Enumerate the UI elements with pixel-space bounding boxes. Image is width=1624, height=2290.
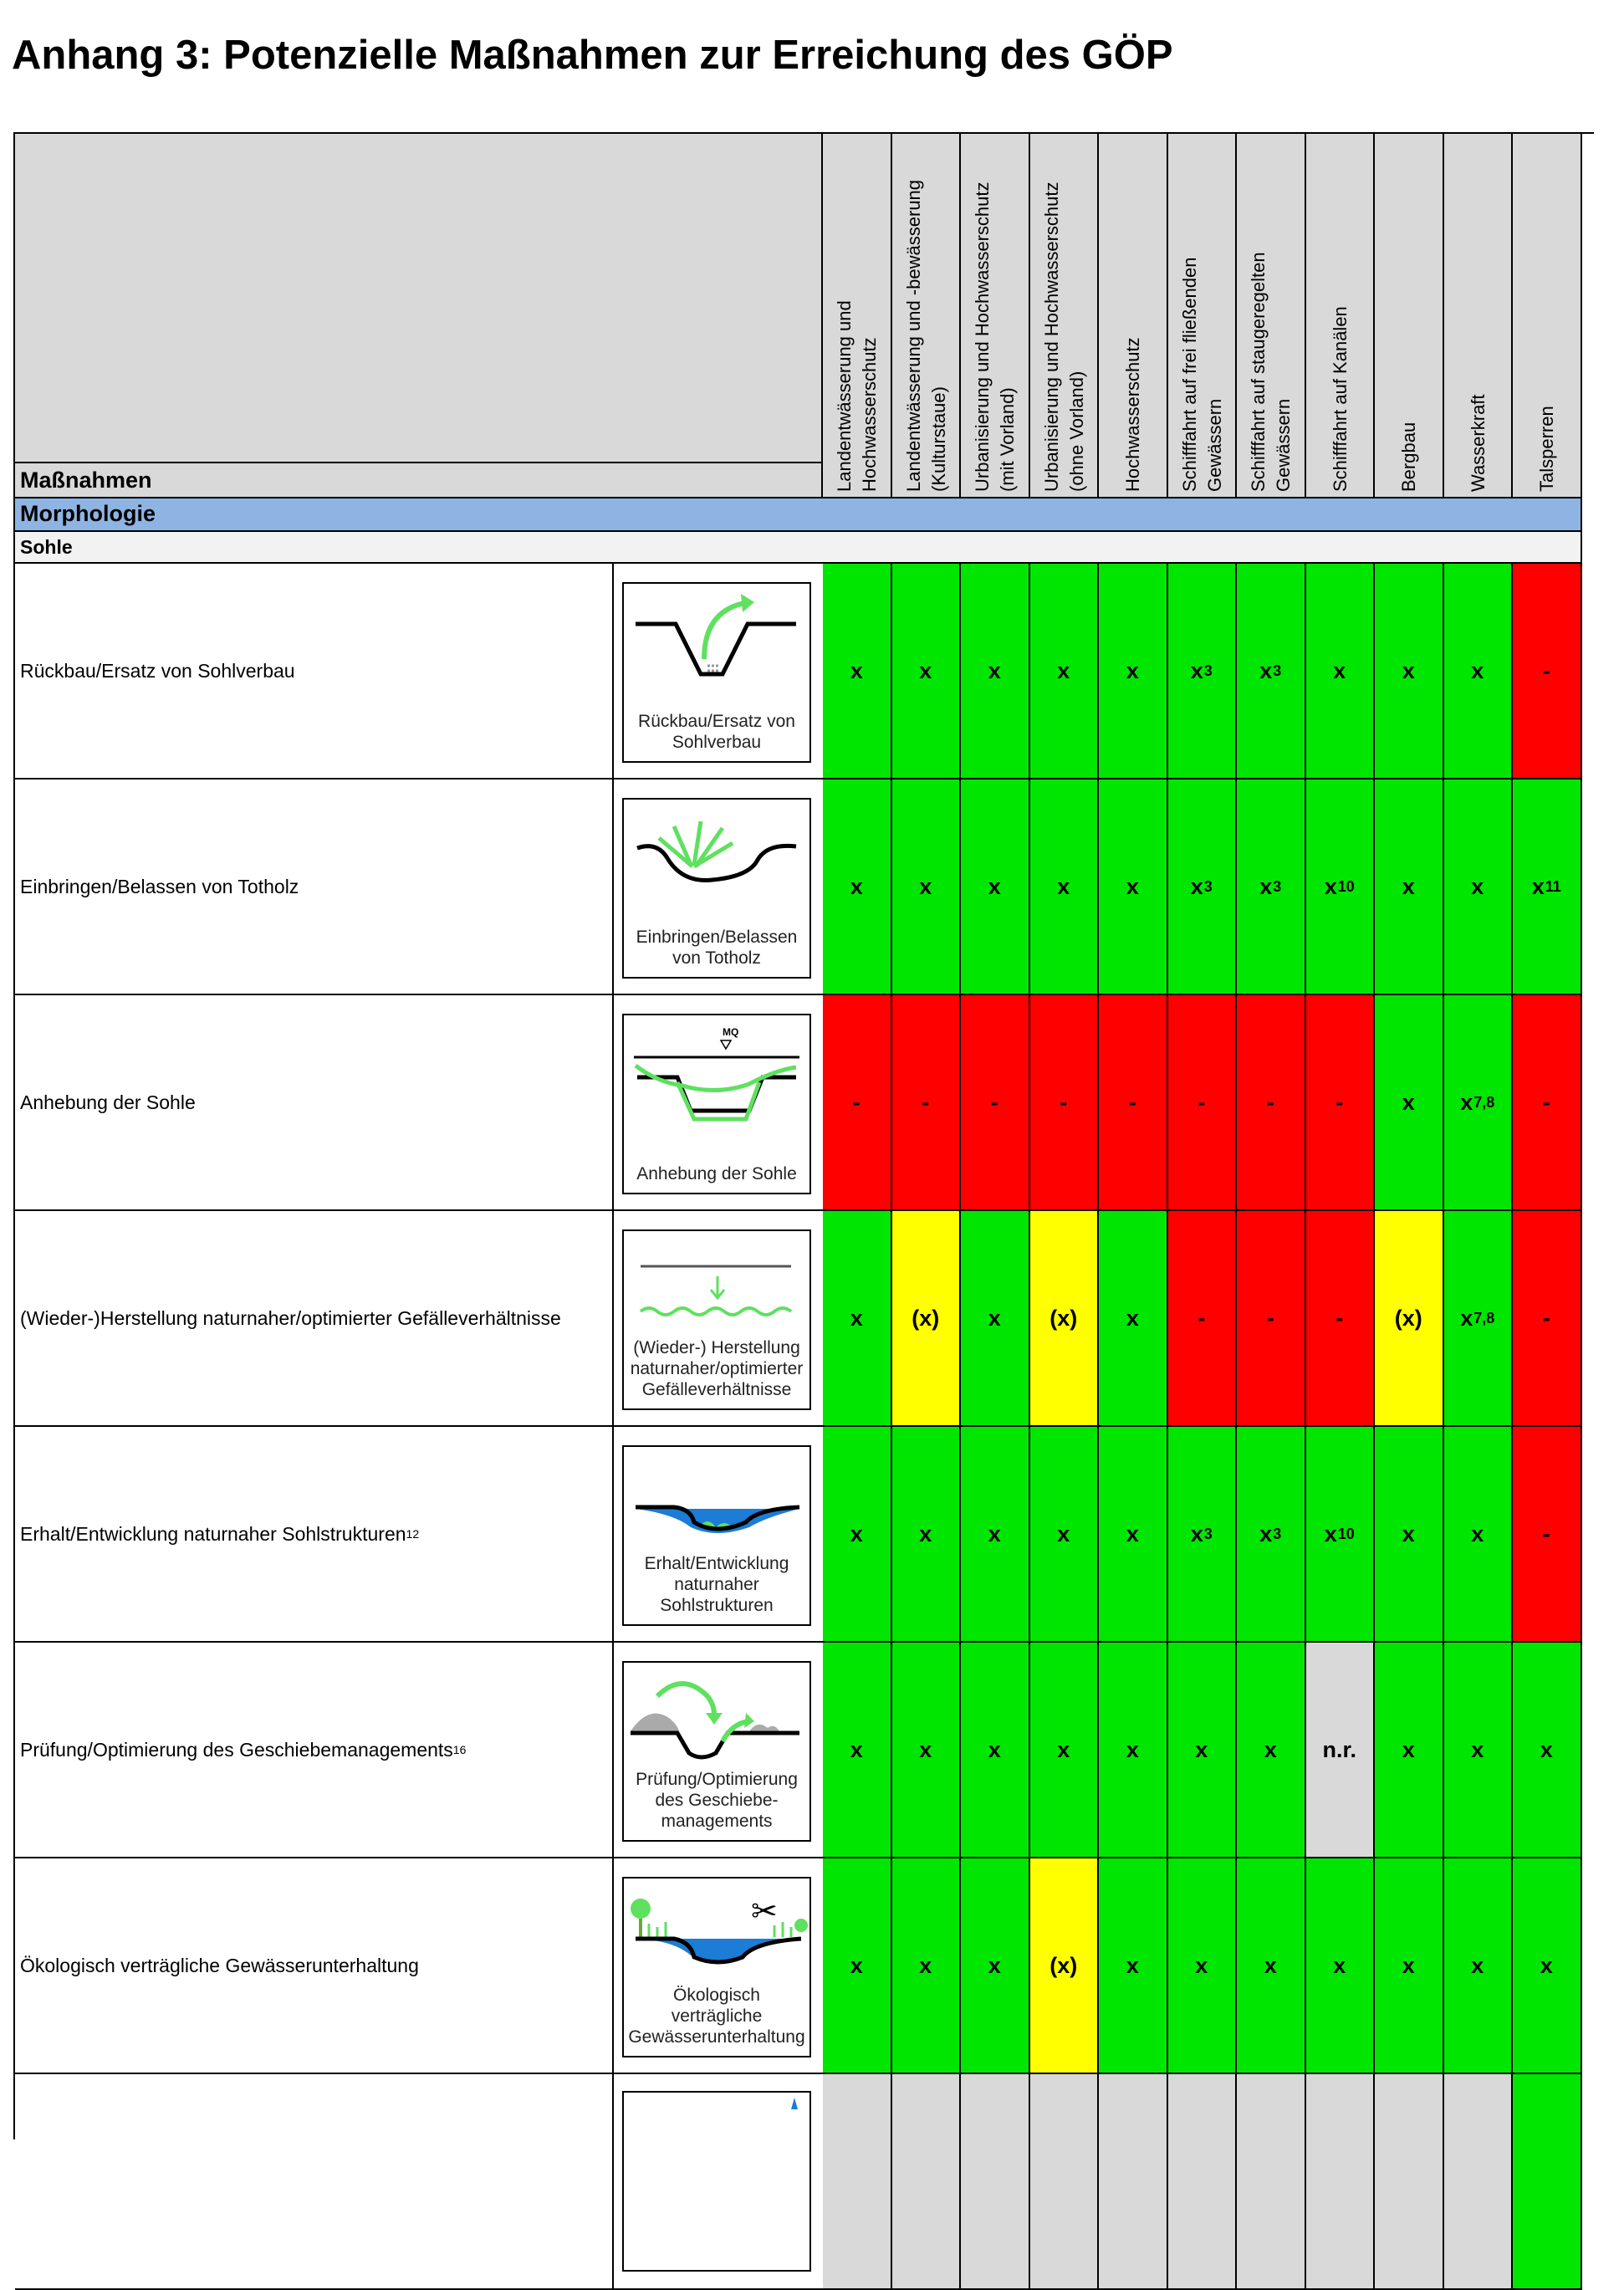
measure-illustration-cell — [612, 1211, 823, 1427]
applicability-cell — [1030, 995, 1100, 1211]
measure-label-text: Rückbau/Ersatz von Sohlverbau — [20, 659, 295, 682]
applicability-cell — [1444, 2074, 1514, 2290]
applicability-value: x — [919, 1952, 932, 1978]
illustration-caption: Erhalt/Entwicklung naturnaher Sohlstrukturen — [644, 1554, 789, 1615]
applicability-cell — [823, 1211, 892, 1427]
column-header-label — [1246, 252, 1296, 492]
footnote-marker: 11 — [1545, 877, 1561, 895]
applicability-cell — [1375, 1211, 1444, 1427]
applicability-value: x — [1264, 1736, 1277, 1762]
measures-header-cell — [15, 134, 823, 498]
applicability-cell — [1099, 1211, 1168, 1427]
applicability-cell — [823, 564, 892, 780]
footnote-marker: 3 — [1203, 1525, 1213, 1542]
column-header-label — [832, 300, 882, 492]
applicability-cell — [1444, 995, 1514, 1211]
applicability-cell — [1444, 1858, 1514, 2074]
illustration-caption: (Wieder-) Herstellung naturnaher/optimierter Gefälleverhältnisse — [630, 1338, 804, 1399]
column-header — [1099, 134, 1168, 498]
illustration-caption: Rückbau/Ersatz von Sohlverbau — [638, 712, 795, 752]
applicability-value: - — [1266, 1305, 1274, 1331]
svg-text:✂: ✂ — [751, 1893, 778, 1930]
footnote-marker: 3 — [1273, 1525, 1282, 1542]
applicability-value: x — [1471, 873, 1484, 899]
applicability-value: - — [1542, 1521, 1550, 1546]
applicability-value: x — [1126, 873, 1139, 899]
column-header-label — [1397, 422, 1422, 492]
column-header-line: Gewässern — [1273, 398, 1295, 492]
applicability-cell — [1513, 1211, 1582, 1427]
applicability-value: x — [850, 1521, 863, 1546]
applicability-value: x — [1259, 1521, 1273, 1546]
applicability-cell — [1444, 1211, 1514, 1427]
applicability-value: - — [1060, 1089, 1068, 1115]
applicability-value: x — [1471, 1952, 1484, 1978]
column-header-line: (mit Vorland) — [997, 387, 1019, 492]
column-header — [1237, 134, 1306, 498]
applicability-value: - — [1335, 1089, 1344, 1115]
measure-label — [15, 1858, 612, 2074]
applicability-value: x — [1402, 873, 1415, 899]
applicability-value: x — [1195, 1952, 1208, 1978]
applicability-value: x — [1471, 657, 1484, 683]
measure-illustration-cell — [612, 1858, 823, 2074]
applicability-cell — [1306, 995, 1376, 1211]
applicability-value: - — [1128, 1089, 1136, 1115]
applicability-value: x — [850, 873, 863, 899]
applicability-cell — [1168, 1858, 1238, 2074]
applicability-value: x — [988, 873, 1001, 899]
applicability-cell — [1375, 1643, 1444, 1858]
applicability-cell — [1168, 2074, 1238, 2290]
footnote-marker: 12 — [406, 1527, 420, 1541]
measure-illustration — [622, 1661, 811, 1842]
applicability-cell — [1375, 564, 1444, 780]
footnote-marker: 7,8 — [1473, 1309, 1495, 1326]
applicability-value: x — [1471, 1736, 1484, 1762]
applicability-value: - — [922, 1089, 930, 1115]
applicability-value: x — [1259, 873, 1273, 899]
measure-label — [15, 1211, 612, 1427]
applicability-cell — [961, 1643, 1030, 1858]
applicability-value: x — [850, 1736, 863, 1762]
measure-label-text: Ökologisch verträgliche Gewässerunterhaltung — [20, 1954, 419, 1976]
column-header-line: (Kulturstaue) — [927, 386, 949, 492]
column-header-line: (ohne Vorland) — [1065, 371, 1087, 492]
applicability-cell — [1030, 1427, 1100, 1643]
footnote-marker: 10 — [1337, 1525, 1355, 1542]
measure-illustration-cell — [612, 564, 823, 780]
applicability-cell — [1237, 564, 1306, 780]
applicability-cell — [1030, 1643, 1100, 1858]
applicability-cell — [1168, 780, 1238, 995]
measure-illustration-cell — [612, 995, 823, 1211]
applicability-value: x — [1264, 1952, 1277, 1978]
page-title: Anhang 3: Potenzielle Maßnahmen zur Erreichung des GÖP — [12, 33, 1173, 78]
applicability-cell — [1306, 1211, 1376, 1427]
applicability-cell — [823, 1643, 892, 1858]
applicability-cell — [892, 1211, 962, 1427]
column-header-line: Landentwässerung und -bewässerung — [902, 179, 924, 492]
applicability-cell — [1099, 2074, 1168, 2290]
measure-label-text: (Wieder-)Herstellung naturnaher/optimierter Gefälleverhältnisse — [20, 1306, 561, 1329]
applicability-value: x — [988, 657, 1001, 683]
measure-illustration-cell — [612, 780, 823, 995]
column-header-label — [901, 180, 952, 492]
column-header-line: Schifffahrt auf frei fließenden — [1178, 257, 1200, 492]
applicability-value: x — [1540, 1952, 1553, 1978]
section-bar-morphologie: Morphologie — [15, 498, 1582, 532]
applicability-value: x — [1259, 657, 1273, 683]
applicability-value: x — [1324, 1521, 1337, 1546]
column-header-label — [1328, 306, 1353, 492]
applicability-value: x — [1190, 1521, 1203, 1546]
applicability-cell — [1237, 1427, 1306, 1643]
applicability-value: - — [1198, 1089, 1206, 1115]
applicability-cell — [1444, 780, 1514, 995]
applicability-value: x — [1540, 1736, 1553, 1762]
measure-label — [15, 780, 612, 995]
column-header — [1030, 134, 1100, 498]
column-header-label — [970, 181, 1020, 492]
applicability-cell — [1444, 1643, 1514, 1858]
applicability-cell — [1306, 1858, 1376, 2074]
measure-illustration — [622, 582, 811, 763]
applicability-cell — [1375, 780, 1444, 995]
applicability-value: - — [1542, 1305, 1550, 1331]
applicability-value: x — [1402, 1736, 1415, 1762]
footnote-marker: 16 — [452, 1743, 467, 1756]
applicability-value: (x) — [1049, 1952, 1078, 1978]
applicability-value: (x) — [1394, 1305, 1422, 1331]
applicability-cell — [892, 564, 962, 780]
applicability-value: x — [1195, 1736, 1208, 1762]
footnote-marker: 10 — [1337, 877, 1355, 895]
applicability-value: x — [988, 1305, 1001, 1331]
applicability-value: x — [988, 1736, 1001, 1762]
applicability-value: - — [1266, 1089, 1274, 1115]
column-header — [1168, 134, 1238, 498]
applicability-value: x — [850, 1952, 863, 1978]
applicability-value: x — [1126, 1736, 1139, 1762]
column-header-line: Urbanisierung und Hochwasserschutz — [972, 181, 993, 492]
measures-header-label: Maßnahmen — [20, 468, 152, 493]
applicability-cell — [892, 1643, 962, 1858]
applicability-value: x — [1402, 657, 1415, 683]
column-header — [1306, 134, 1376, 498]
applicability-cell — [1237, 1858, 1306, 2074]
applicability-value: x — [1402, 1952, 1415, 1978]
column-header-label — [1039, 181, 1090, 492]
applicability-cell — [1444, 564, 1514, 780]
applicability-cell — [1513, 1858, 1582, 2074]
column-header — [1375, 134, 1444, 498]
illustration-caption: Anhebung der Sohle — [636, 1164, 797, 1183]
column-header — [961, 134, 1030, 498]
footnote-marker: 7,8 — [1473, 1093, 1495, 1111]
illustration-caption: Prüfung/Optimierung des Geschiebe-managements — [636, 1770, 798, 1831]
footnote-marker: 3 — [1273, 662, 1282, 679]
applicability-cell — [1168, 1643, 1238, 1858]
applicability-cell — [1030, 1211, 1100, 1427]
applicability-cell — [1513, 1427, 1582, 1643]
applicability-cell — [961, 2074, 1030, 2290]
applicability-cell — [1168, 995, 1238, 1211]
svg-text:MQ: MQ — [723, 1026, 739, 1038]
measure-label-text: Einbringen/Belassen von Totholz — [20, 875, 299, 897]
measure-label-text: Erhalt/Entwicklung naturnaher Sohlstrukturen — [20, 1522, 406, 1545]
applicability-value: x — [1057, 657, 1070, 683]
column-header-line: Bergbau — [1398, 422, 1420, 492]
applicability-cell — [823, 1858, 892, 2074]
applicability-value: x — [1126, 1521, 1139, 1546]
applicability-value: - — [990, 1089, 998, 1115]
applicability-value: x — [1333, 657, 1346, 683]
measure-label-text: Prüfung/Optimierung des Geschiebemanagements — [20, 1738, 453, 1761]
applicability-value: x — [1460, 1089, 1473, 1115]
applicability-cell — [1513, 564, 1582, 780]
measure-illustration — [622, 1229, 811, 1410]
column-header — [1513, 134, 1582, 498]
applicability-cell — [823, 995, 892, 1211]
column-header — [892, 134, 962, 498]
illustration-caption: Ökologisch verträgliche Gewässerunterhaltung — [628, 1986, 805, 2047]
applicability-cell — [1237, 995, 1306, 1211]
applicability-value: - — [1542, 657, 1550, 683]
applicability-cell — [1375, 995, 1444, 1211]
measure-illustration-cell — [612, 1643, 823, 1858]
measure-illustration — [622, 1445, 811, 1626]
applicability-cell — [1030, 780, 1100, 995]
applicability-cell — [1168, 564, 1238, 780]
measure-illustration — [622, 2091, 811, 2272]
applicability-value: x — [988, 1521, 1001, 1546]
footnote-marker: 3 — [1203, 662, 1213, 679]
applicability-cell — [892, 995, 962, 1211]
applicability-cell — [1099, 1427, 1168, 1643]
column-header-line: Landentwässerung und — [834, 300, 855, 492]
applicability-cell — [1306, 2074, 1376, 2290]
applicability-cell — [1513, 995, 1582, 1211]
column-header-label — [1466, 394, 1491, 492]
applicability-value: - — [852, 1089, 861, 1115]
applicability-cell — [1030, 1858, 1100, 2074]
applicability-cell — [961, 780, 1030, 995]
applicability-value: x — [1402, 1521, 1415, 1546]
measures-header-top — [15, 134, 821, 463]
applicability-cell — [1237, 2074, 1306, 2290]
applicability-value: x — [1057, 1521, 1070, 1546]
applicability-value: x — [1126, 1305, 1139, 1331]
applicability-value: x — [919, 873, 932, 899]
applicability-cell — [892, 1858, 962, 2074]
measure-label — [15, 1427, 612, 1643]
applicability-cell — [1513, 780, 1582, 995]
measures-table — [13, 132, 1594, 2139]
column-header-line: Wasserkraft — [1467, 394, 1489, 492]
column-header-label — [1177, 258, 1228, 492]
applicability-value: (x) — [912, 1305, 940, 1331]
applicability-value: x — [1402, 1089, 1415, 1115]
applicability-cell — [961, 995, 1030, 1211]
applicability-value: x — [919, 1736, 932, 1762]
column-header — [823, 134, 892, 498]
applicability-cell — [1513, 1643, 1582, 1858]
applicability-value: x — [850, 657, 863, 683]
applicability-cell — [1306, 564, 1376, 780]
applicability-cell — [1375, 1427, 1444, 1643]
measure-illustration — [622, 798, 811, 979]
measure-illustration-cell — [612, 2074, 823, 2290]
applicability-value: - — [1198, 1305, 1206, 1331]
applicability-value: x — [919, 1521, 932, 1546]
applicability-cell — [1168, 1427, 1238, 1643]
applicability-cell — [892, 1427, 962, 1643]
applicability-value: (x) — [1049, 1305, 1078, 1331]
applicability-cell — [961, 1858, 1030, 2074]
applicability-value: x — [1333, 1952, 1346, 1978]
applicability-value: x — [1190, 873, 1203, 899]
applicability-cell — [961, 1211, 1030, 1427]
applicability-cell — [1099, 564, 1168, 780]
applicability-cell — [823, 2074, 892, 2290]
measure-illustration-cell — [612, 1427, 823, 1643]
column-header-label — [1535, 406, 1560, 492]
measure-label — [15, 1643, 612, 1858]
applicability-cell — [1306, 780, 1376, 995]
measure-illustration — [622, 1877, 811, 2057]
applicability-value: x — [988, 1952, 1001, 1978]
applicability-cell — [1237, 1211, 1306, 1427]
column-header-line: Urbanisierung und Hochwasserschutz — [1040, 181, 1062, 492]
applicability-value: x — [850, 1305, 863, 1331]
applicability-value: - — [1542, 1089, 1550, 1115]
column-header-line: Hochwasserschutz — [859, 337, 881, 492]
applicability-value: x — [1190, 657, 1203, 683]
measure-label — [15, 995, 612, 1211]
applicability-cell — [961, 1427, 1030, 1643]
column-header — [1444, 134, 1514, 498]
footnote-marker: 3 — [1203, 877, 1213, 895]
applicability-cell — [1099, 1858, 1168, 2074]
applicability-cell — [961, 564, 1030, 780]
applicability-cell — [1375, 2074, 1444, 2290]
applicability-cell — [892, 2074, 962, 2290]
applicability-cell — [1099, 995, 1168, 1211]
footnote-marker: 3 — [1273, 877, 1282, 895]
applicability-value: x — [1531, 873, 1545, 899]
applicability-cell — [1375, 1858, 1444, 2074]
illustration-caption: Einbringen/Belassen von Totholz — [636, 928, 798, 968]
measure-label-text: Anhebung der Sohle — [20, 1091, 196, 1113]
applicability-value: x — [1126, 1952, 1139, 1978]
column-header-label — [1121, 337, 1146, 492]
applicability-cell — [823, 780, 892, 995]
column-header-line: Gewässern — [1203, 398, 1225, 492]
subsection-bar-sohle: Sohle — [15, 532, 1582, 564]
applicability-cell — [892, 780, 962, 995]
applicability-cell — [1168, 1211, 1238, 1427]
column-header-line: Talsperren — [1536, 406, 1558, 492]
applicability-value: x — [919, 657, 932, 683]
applicability-cell — [1099, 780, 1168, 995]
applicability-cell — [1306, 1427, 1376, 1643]
applicability-value: x — [1324, 873, 1337, 899]
measure-illustration — [622, 1014, 811, 1194]
measure-label — [15, 2074, 612, 2290]
applicability-value: x — [1057, 873, 1070, 899]
applicability-value: x — [1471, 1521, 1484, 1546]
applicability-value: - — [1335, 1305, 1344, 1331]
applicability-cell — [1513, 2074, 1582, 2290]
measure-label — [15, 564, 612, 780]
applicability-cell — [823, 1427, 892, 1643]
applicability-cell — [1030, 2074, 1100, 2290]
applicability-cell — [1444, 1427, 1514, 1643]
applicability-cell — [1237, 780, 1306, 995]
applicability-cell — [1306, 1643, 1376, 1858]
applicability-value: n.r. — [1322, 1736, 1356, 1762]
column-header-line: Hochwasserschutz — [1122, 337, 1144, 492]
column-header-line: Schifffahrt auf staugeregelten — [1248, 252, 1269, 492]
applicability-cell — [1030, 564, 1100, 780]
applicability-value: x — [1057, 1736, 1070, 1762]
applicability-cell — [1237, 1643, 1306, 1858]
applicability-value: x — [1460, 1305, 1473, 1331]
applicability-value: x — [1126, 657, 1139, 683]
applicability-cell — [1099, 1643, 1168, 1858]
column-header-line: Schifffahrt auf Kanälen — [1329, 306, 1351, 492]
